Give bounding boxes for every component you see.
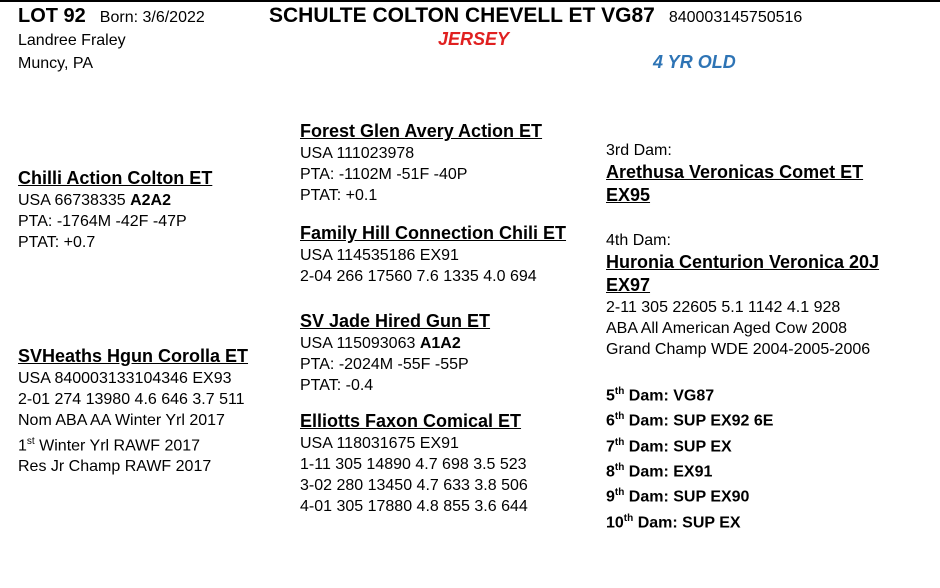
dam-info: Dam: SUP EX: [633, 513, 741, 531]
further-dam-item: [606, 457, 773, 482]
title-line: [269, 4, 802, 28]
third-dam-block: [606, 140, 863, 207]
fourth-dam-name: Huronia Centurion Veronica 20J: [606, 252, 880, 272]
dam-reg: USA 840003133104346 EX93: [18, 370, 232, 387]
sire-sire-pta: PTA: -1102M -51F -40P: [300, 166, 468, 183]
dam-number: 8: [606, 463, 615, 481]
third-dam-label: 3rd Dam:: [606, 142, 672, 159]
breed: JERSEY: [438, 29, 510, 49]
dam-sire-pta: PTA: -2024M -55F -55P: [300, 356, 469, 373]
further-dam-item: [606, 381, 773, 406]
dam-award-text: Winter Yrl RAWF 2017: [34, 437, 201, 455]
top-rule: [0, 0, 940, 2]
sire-reg: [18, 190, 212, 211]
dam-award: Res Jr Champ RAWF 2017: [18, 458, 212, 476]
dam-award: [18, 431, 248, 456]
further-dam-item: [606, 432, 773, 457]
further-dam-item: [606, 482, 773, 507]
sire-sire-reg: USA 111023978: [300, 145, 415, 162]
dam-ordinal-suffix: th: [614, 436, 625, 448]
fourth-dam-block: [606, 230, 879, 360]
further-dam-item: [606, 508, 773, 533]
dam-dam-record: 4-01 305 17880 4.8 855 3.6 644: [300, 498, 528, 515]
sire-ptat: PTAT: +0.7: [18, 234, 96, 251]
dam-number: 6: [606, 412, 615, 430]
dam-info: Dam: SUP EX92 6E: [624, 412, 774, 430]
sire-dam-record: 2-04 266 17560 7.6 1335 4.0 694: [300, 268, 537, 285]
dam-record: 2-01 274 13980 4.6 646 3.7 511: [18, 391, 245, 408]
fourth-dam-award: ABA All American Aged Cow 2008: [606, 320, 848, 337]
dam-award-ordinal-suffix: st: [26, 436, 35, 447]
dam-ordinal-suffix: th: [614, 411, 625, 423]
sire-name: Chilli Action Colton ET: [18, 168, 213, 188]
dam-info: Dam: VG87: [624, 387, 715, 405]
dam-number: 5: [606, 387, 615, 405]
fourth-dam-record: 2-11 305 22605 5.1 1142 4.1 928: [606, 299, 841, 316]
fourth-dam-classification: EX97: [606, 275, 651, 295]
age: 4 YR OLD: [653, 52, 736, 72]
birth-date: Born: 3/6/2022: [99, 9, 205, 26]
further-dams-list: [606, 381, 773, 533]
dam-dam-name: Elliotts Faxon Comical ET: [300, 411, 522, 431]
third-dam-classification: EX95: [606, 185, 651, 205]
dam-ordinal-suffix: th: [614, 487, 625, 499]
sire-dam-name: Family Hill Connection Chili ET: [300, 223, 567, 243]
fourth-dam-label: 4th Dam:: [606, 232, 671, 249]
fourth-dam-award: Grand Champ WDE 2004-2005-2006: [606, 341, 871, 358]
animal-title: SCHULTE COLTON CHEVELL ET VG87: [269, 4, 655, 27]
sire-sire-ptat: PTAT: +0.1: [300, 187, 378, 204]
registration-number: 840003145750516: [668, 9, 803, 26]
location: Muncy, PA: [18, 55, 93, 72]
sire-beta-casein: A2A2: [130, 192, 171, 209]
sire-pta: PTA: -1764M -42F -47P: [18, 213, 187, 230]
further-dam-item: [606, 406, 773, 431]
sire-dam-reg: USA 114535186 EX91: [300, 247, 459, 264]
dam-number: 7: [606, 437, 615, 455]
dam-info: Dam: SUP EX: [624, 437, 732, 455]
dam-ordinal-suffix: th: [614, 461, 625, 473]
dam-award-ordinal: 1: [18, 437, 27, 455]
dam-dam-record: 3-02 280 13450 4.7 633 3.8 506: [300, 477, 528, 494]
sire-dam-block: [300, 222, 566, 287]
dam-block: [18, 345, 248, 477]
dam-name: SVHeaths Hgun Corolla ET: [18, 346, 249, 366]
lot-header: [18, 5, 205, 28]
dam-sire-reg: [300, 333, 490, 354]
consignor: Landree Fraley: [18, 32, 126, 49]
dam-ordinal-suffix: th: [614, 386, 625, 397]
sire-reg-number: USA 66738335: [18, 192, 131, 209]
sire-sire-block: [300, 120, 542, 206]
lot-number: LOT 92: [18, 5, 86, 27]
dam-sire-beta-casein: A1A2: [419, 335, 461, 352]
dam-sire-block: [300, 310, 490, 396]
dam-ordinal-suffix: th: [623, 512, 634, 524]
dam-number: 9: [606, 488, 615, 506]
dam-info: Dam: EX91: [624, 463, 713, 481]
dam-dam-reg: USA 118031675 EX91: [300, 435, 459, 452]
dam-info: Dam: SUP EX90: [624, 488, 750, 506]
dam-sire-reg-number: USA 115093063: [300, 335, 420, 352]
sire-sire-name: Forest Glen Avery Action ET: [300, 121, 543, 141]
sire-block: [18, 167, 212, 253]
dam-number: 10: [606, 513, 624, 531]
third-dam-name: Arethusa Veronicas Comet ET: [606, 162, 864, 182]
dam-sire-name: SV Jade Hired Gun ET: [300, 311, 491, 331]
dam-dam-record: 1-11 305 14890 4.7 698 3.5 523: [300, 456, 527, 473]
dam-dam-block: [300, 410, 528, 517]
dam-award: Nom ABA AA Winter Yrl 2017: [18, 412, 225, 429]
dam-sire-ptat: PTAT: -0.4: [300, 377, 374, 394]
